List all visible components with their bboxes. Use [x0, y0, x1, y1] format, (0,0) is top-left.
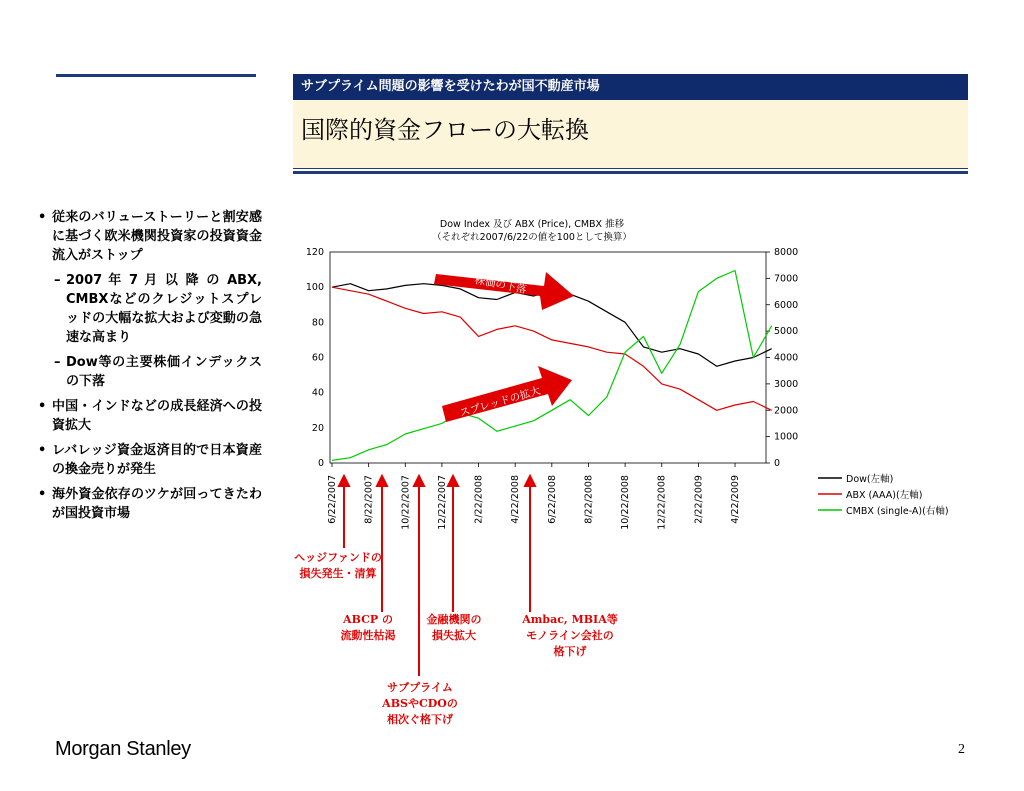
brand-logo: Morgan Stanley: [55, 738, 191, 760]
bullet-mark: –: [54, 355, 61, 370]
y-left-tick-label: 40: [311, 387, 324, 399]
y-right-tick-label: 3000: [774, 378, 799, 390]
event-arrowhead-abcp: [377, 476, 387, 486]
bullet-text: 2007 年 7 月 以 降 の ABX, CMBXなどのクレジットスプレッドの大幅な拡大および変動の急速な高まり: [66, 273, 262, 345]
annotation-monoline: Ambac, MBIA等 モノライン会社の 格下げ: [522, 613, 618, 658]
annotation-hedgefund: ヘッジファンドの 損失発生・清算: [294, 551, 382, 580]
y-right-tick-label: 0: [774, 458, 781, 469]
bullet-mark: •: [38, 443, 47, 458]
x-tick-label: 2/22/2008: [473, 475, 485, 524]
y-left-tick-label: 80: [311, 317, 324, 329]
title-divider: [293, 168, 968, 169]
y-right-tick-label: 4000: [774, 352, 799, 364]
x-tick-label: 8/22/2007: [363, 475, 375, 524]
y-left-tick-label: 60: [311, 352, 324, 364]
bullet-text: 従来のバリューストーリーと割安感に基づく欧米機関投資家の投資資金流入がストップ: [52, 210, 262, 263]
bullet-list: [36, 208, 262, 529]
sub-bullet-item: [36, 353, 262, 391]
bullet-item: [36, 485, 262, 523]
legend-label-abx: ABX (AAA)(左軸): [846, 490, 923, 501]
legend-label-dow: Dow(左軸): [846, 474, 894, 485]
page-number: 2: [958, 742, 965, 757]
y-right-tick-label: 7000: [774, 273, 799, 285]
arrow-label-stock: 株価の下落: [473, 274, 528, 296]
title-divider-thick: [293, 171, 968, 174]
x-tick-label: 8/22/2008: [583, 475, 595, 524]
bullet-item: [36, 441, 262, 479]
event-arrowhead-monoline: [525, 476, 535, 486]
annotation-abcp: ABCP の 流動性枯渇: [340, 613, 396, 642]
header-left-rule: [56, 74, 256, 77]
x-tick-label: 12/22/2007: [436, 475, 448, 530]
chart-subtitle: （それぞれ2007/6/22の値を100として換算）: [432, 232, 632, 243]
y-right-tick-label: 5000: [774, 326, 799, 338]
x-tick-label: 12/22/2008: [656, 475, 668, 530]
x-tick-label: 10/22/2008: [620, 475, 632, 530]
section-title: サブプライム問題の影響を受けたわが国不動産市場: [293, 74, 968, 100]
bullet-mark: •: [38, 399, 47, 414]
y-left-tick-label: 0: [317, 458, 324, 469]
event-arrowhead-subprime: [414, 476, 424, 486]
event-arrowhead-banks: [448, 476, 458, 486]
y-left-tick-label: 20: [311, 422, 324, 434]
bullet-text: Dow等の主要株価インデックスの下落: [66, 355, 262, 389]
bullet-item: [36, 397, 262, 435]
bullet-mark: •: [38, 487, 47, 502]
y-right-axis: [766, 247, 798, 469]
x-tick-label: 10/22/2007: [400, 475, 412, 530]
y-right-tick-label: 6000: [774, 299, 799, 311]
y-left-tick-label: 100: [305, 282, 324, 294]
bullet-text: 中国・インドなどの成長経済への投資拡大: [52, 399, 262, 433]
bullet-mark: •: [38, 210, 47, 225]
legend-label-cmbx: CMBX (single-A)(右軸): [846, 506, 949, 517]
x-tick-label: 6/22/2007: [327, 475, 338, 524]
stock-decline-arrow: [434, 272, 574, 310]
annotation-banks: 金融機関の 損失拡大: [426, 613, 482, 642]
bullet-text: レバレッジ資金返済目的で日本資産の換金売りが発生: [52, 443, 262, 477]
spread-widening-arrow: [442, 366, 572, 422]
chart-title: Dow Index 及び ABX (Price), CMBX 推移: [439, 219, 625, 230]
chart-legend: [818, 473, 949, 517]
sub-bullet-item: [36, 271, 262, 347]
y-left-tick-label: 120: [305, 247, 324, 258]
event-arrowhead-hedgefund: [339, 476, 349, 486]
x-tick-label: 2/22/2009: [693, 475, 705, 524]
page-title: 国際的資金フローの大転換: [301, 116, 589, 144]
x-tick-label: 4/22/2009: [730, 475, 742, 524]
y-right-tick-label: 1000: [774, 431, 799, 443]
y-right-tick-label: 2000: [774, 405, 799, 417]
bullet-item: [36, 208, 262, 265]
x-tick-label: 4/22/2008: [510, 475, 522, 524]
arrow-label-spread: スプレッドの拡大: [458, 384, 542, 420]
annotation-subprime: サブプライム ABSやCDOの 相次ぐ格下げ: [382, 681, 458, 726]
bullet-text: 海外資金依存のツケが回ってきたわが国投資市場: [52, 487, 262, 521]
x-tick-label: 6/22/2008: [546, 475, 558, 524]
y-left-axis: [306, 247, 324, 469]
bullet-mark: –: [54, 273, 61, 288]
y-right-tick-label: 8000: [774, 247, 799, 258]
